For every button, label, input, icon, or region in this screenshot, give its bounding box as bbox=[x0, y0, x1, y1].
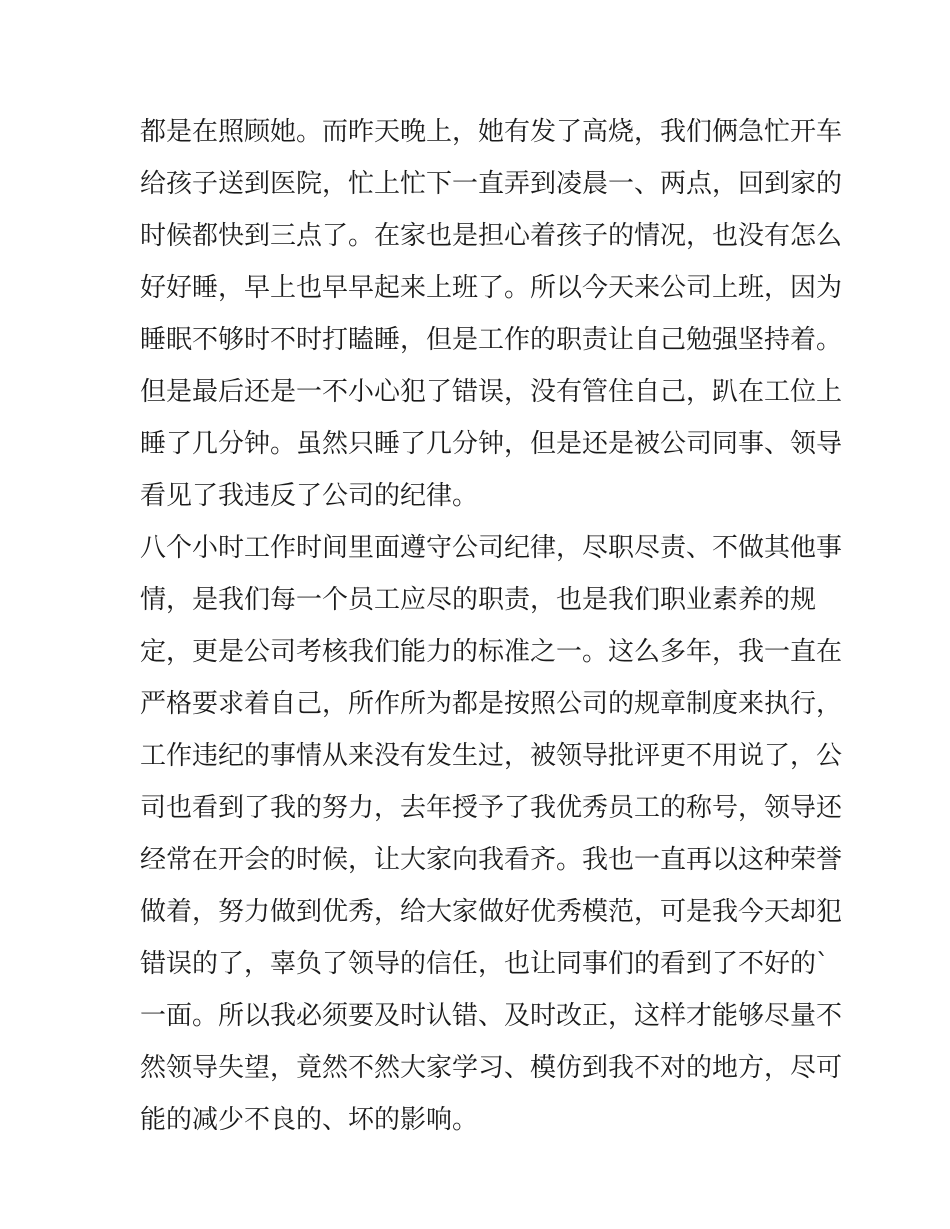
text-line: 定，更是公司考核我们能力的标准之一。这么多年，我一直在 bbox=[140, 637, 843, 667]
text-line: 一面。所以我必须要及时认错、及时改正，这样才能够尽量不 bbox=[140, 1001, 843, 1031]
text-line: 然领导失望，竟然不然大家学习、模仿到我不对的地方，尽可 bbox=[140, 1053, 843, 1083]
text-line: 但是最后还是一不小心犯了错误，没有管住自己，趴在工位上 bbox=[140, 377, 843, 407]
text-line: 严格要求着自己，所作所为都是按照公司的规章制度来执行， bbox=[140, 689, 843, 719]
text-line: 做着，努力做到优秀，给大家做好优秀模范，可是我今天却犯 bbox=[140, 897, 843, 927]
text-line: 司也看到了我的努力，去年授予了我优秀员工的称号，领导还 bbox=[140, 793, 843, 823]
text-line: 都是在照顾她。而昨天晚上，她有发了高烧，我们俩急忙开车 bbox=[140, 117, 843, 147]
body-text bbox=[140, 106, 843, 1146]
text-line: 情，是我们每一个员工应尽的职责，也是我们职业素养的规 bbox=[140, 585, 817, 615]
text-line: 给孩子送到医院，忙上忙下一直弄到凌晨一、两点，回到家的 bbox=[140, 169, 843, 199]
text-line: 八个小时工作时间里面遵守公司纪律，尽职尽责、不做其他事 bbox=[140, 533, 843, 563]
text-line: 睡了几分钟。虽然只睡了几分钟，但是还是被公司同事、领导 bbox=[140, 429, 843, 459]
text-line: 看见了我违反了公司的纪律。 bbox=[140, 481, 479, 511]
text-line: 能的减少不良的、坏的影响。 bbox=[140, 1105, 479, 1135]
text-line: 错误的了，辜负了领导的信任，也让同事们的看到了不好的` bbox=[140, 949, 830, 979]
text-line: 工作违纪的事情从来没有发生过，被领导批评更不用说了，公 bbox=[140, 741, 843, 771]
text-line: 时候都快到三点了。在家也是担心着孩子的情况，也没有怎么 bbox=[140, 221, 843, 251]
text-line: 好好睡，早上也早早起来上班了。所以今天来公司上班，因为 bbox=[140, 273, 843, 303]
text-line: 经常在开会的时候，让大家向我看齐。我也一直再以这种荣誉 bbox=[140, 845, 843, 875]
text-line: 睡眠不够时不时打瞌睡，但是工作的职责让自己勉强坚持着。 bbox=[140, 325, 843, 355]
